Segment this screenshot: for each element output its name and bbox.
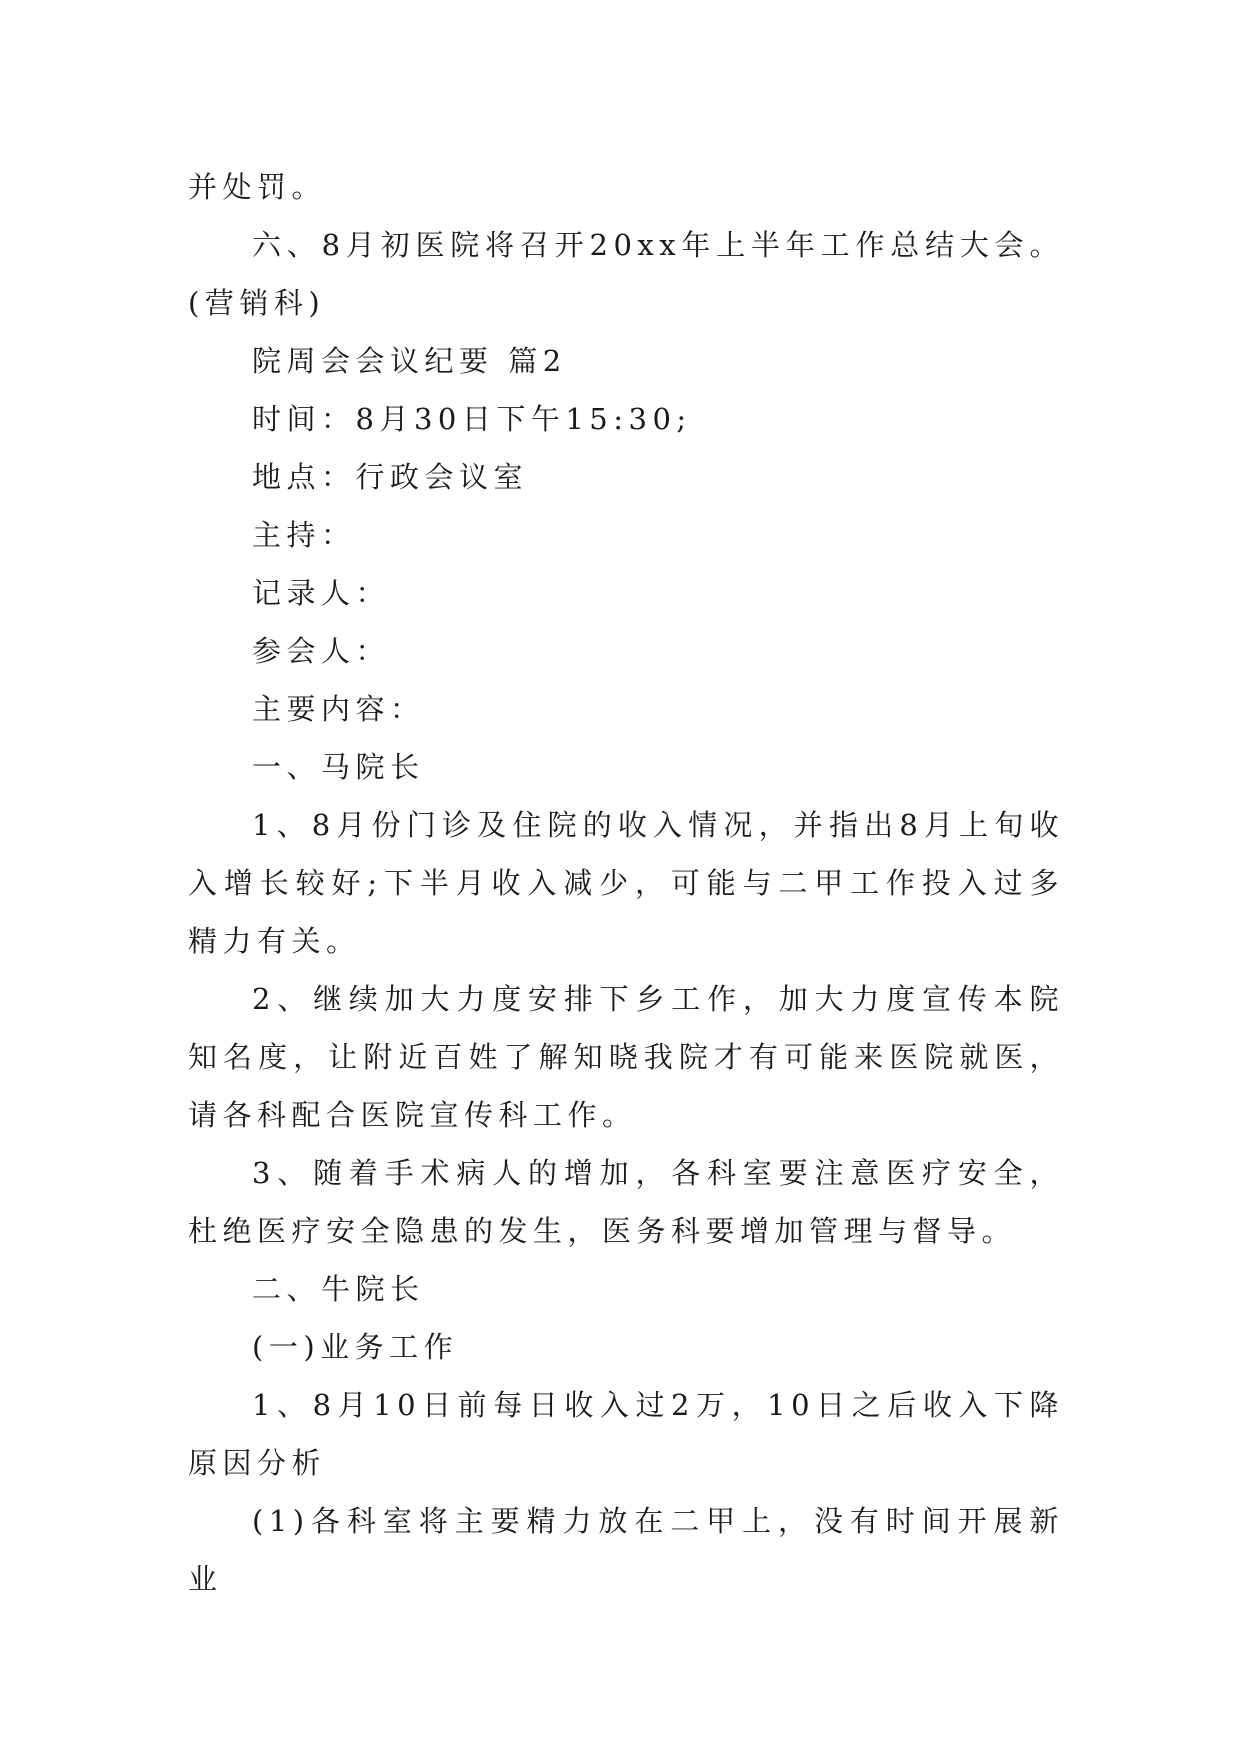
list-item-reason-1: (1)各科室将主要精力放在二甲上，没有时间开展新业: [188, 1504, 1064, 1596]
paragraph-summary-meeting: 六、8月初医院将召开20xx年上半年工作总结大会。(营销科): [188, 228, 1064, 320]
meeting-attendees: 参会人：: [252, 634, 391, 668]
meeting-location: 地点：行政会议室: [252, 460, 529, 494]
meeting-time: 时间：8月30日下午15:30;: [252, 402, 692, 436]
meeting-host: 主持：: [252, 518, 356, 552]
list-item-outreach: 2、继续加大力度安排下乡工作，加大力度宣传本院知名度，让附近百姓了解知晓我院才有可能来医院就医，请各科配合医院宣传科工作。: [188, 982, 1064, 1132]
section-title: 院周会会议纪要 篇2: [252, 344, 567, 378]
meeting-recorder: 记录人：: [252, 576, 391, 610]
paragraph-punishment-end: 并处罚。: [188, 170, 327, 204]
document-body: [188, 158, 1064, 1608]
main-content-heading: 主要内容：: [252, 692, 425, 726]
speaker-heading-ma: 一、马院长: [252, 750, 425, 784]
speaker-heading-niu: 二、牛院长: [252, 1272, 425, 1306]
subsection-heading-business: (一)业务工作: [252, 1330, 459, 1364]
list-item-income: 1、8月份门诊及住院的收入情况，并指出8月上旬收入增长较好;下半月收入减少，可能与二甲工作投入过多精力有关。: [188, 808, 1064, 958]
list-item-revenue-analysis: 1、8月10日前每日收入过2万，10日之后收入下降原因分析: [188, 1388, 1064, 1480]
list-item-safety: 3、随着手术病人的增加，各科室要注意医疗安全，杜绝医疗安全隐患的发生，医务科要增加管理与督导。: [188, 1156, 1064, 1248]
